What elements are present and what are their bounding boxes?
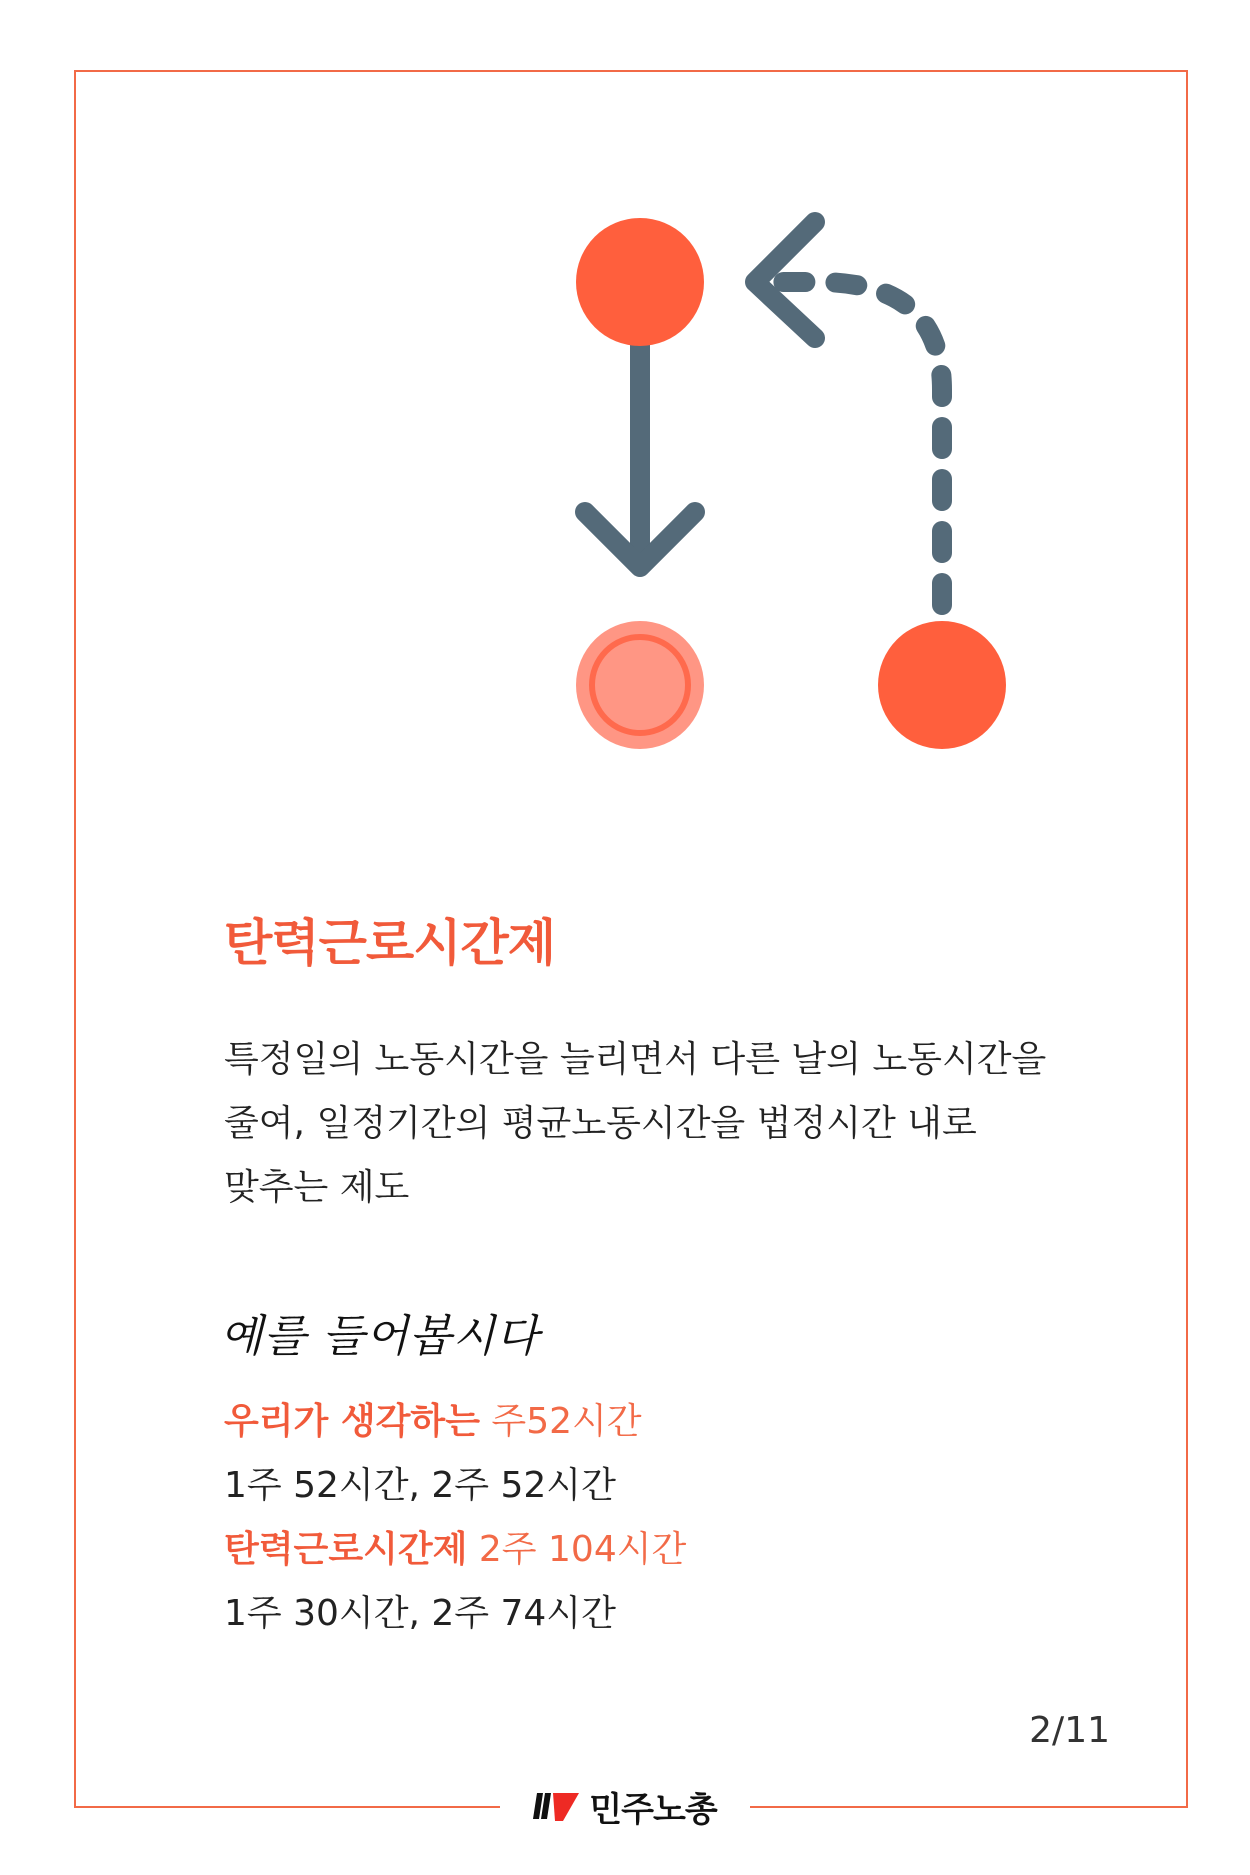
start-node	[576, 218, 704, 346]
page-title: 탄력근로시간제	[224, 914, 556, 972]
example-detail-standard: 1주 52시간, 2주 52시간	[224, 1465, 616, 1506]
description-line: 줄여, 일정기간의 평균노동시간을 법정시간 내로	[224, 1103, 977, 1144]
return-arrow-dashed-path	[760, 282, 942, 605]
example-label-value: 주52시간	[479, 1401, 642, 1442]
description-line: 특정일의 노동시간을 늘리면서 다른 날의 노동시간을	[224, 1039, 1047, 1080]
faded-node-ring	[592, 637, 688, 733]
example-row-standard	[224, 1390, 686, 1454]
example-label-bold: 우리가 생각하는	[224, 1401, 480, 1442]
description	[224, 1028, 1124, 1220]
end-node	[878, 621, 1006, 749]
example-heading: 예를 들어봅시다	[220, 1311, 540, 1362]
example-row-flex	[224, 1518, 686, 1582]
kctu-logo-icon	[533, 1787, 579, 1825]
page-number: 2/11	[1029, 1710, 1110, 1751]
example-label-bold: 탄력근로시간제	[224, 1529, 468, 1570]
example-detail-flex: 1주 30시간, 2주 74시간	[224, 1593, 616, 1634]
description-line: 맞추는 제도	[224, 1167, 410, 1208]
example-list	[224, 1390, 686, 1646]
logo-text: 민주노총	[589, 1789, 717, 1830]
logo	[500, 1776, 750, 1836]
example-label-value: 2주 104시간	[467, 1529, 687, 1570]
flex-hours-diagram	[0, 0, 1250, 900]
